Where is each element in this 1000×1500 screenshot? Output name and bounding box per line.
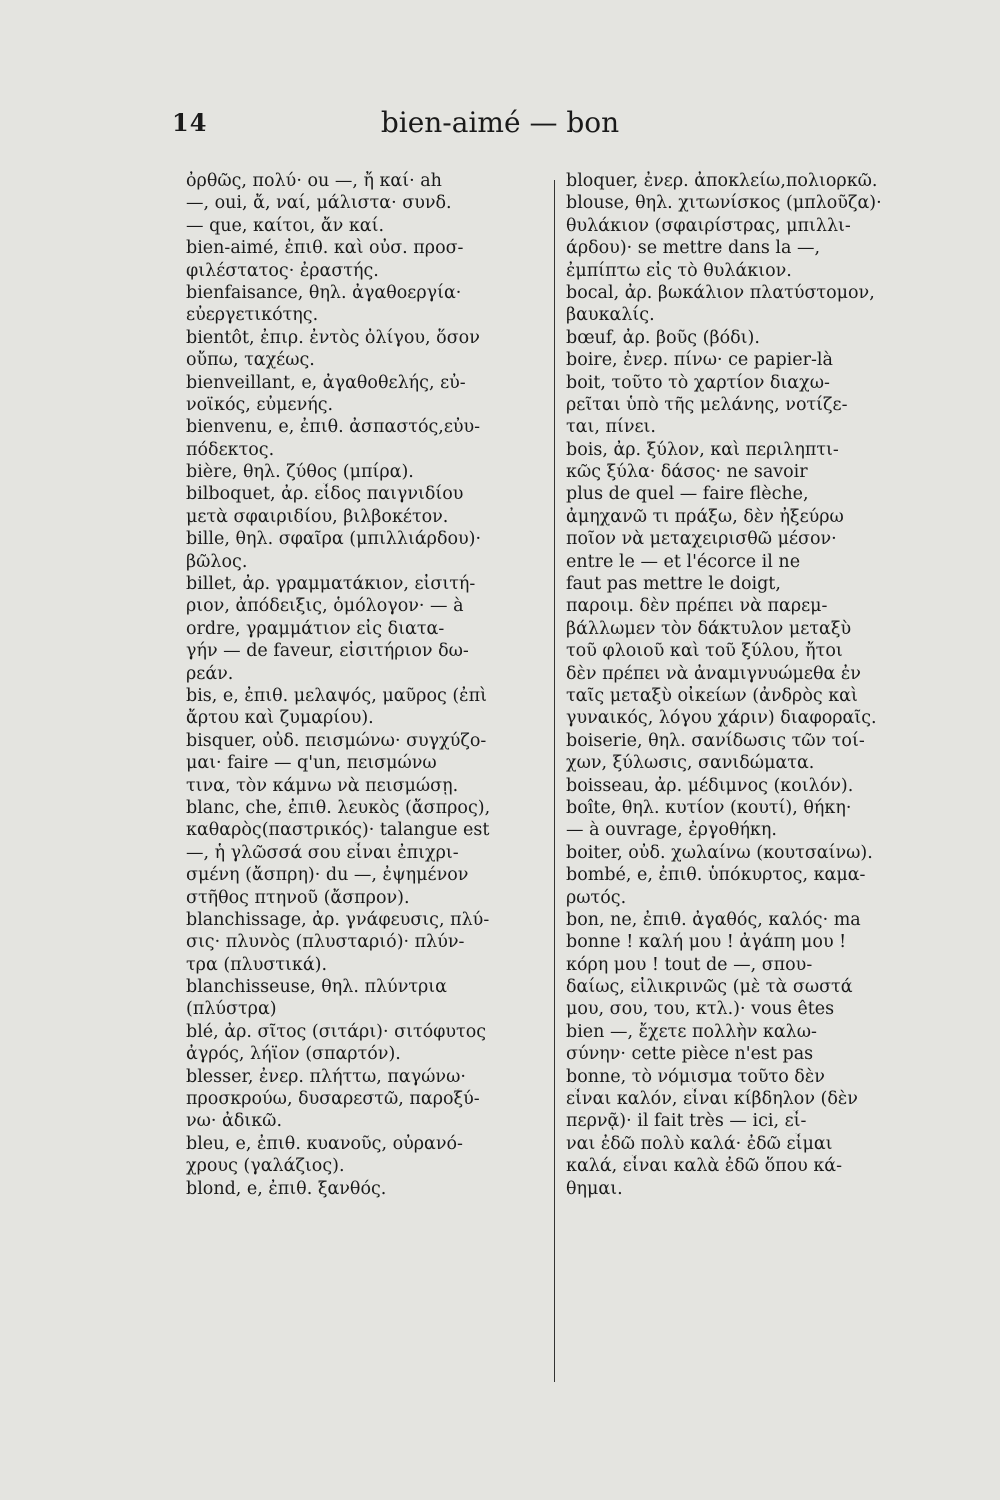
dictionary-line: bientôt, ἐπιρ. ἐντὸς ὀλίγου, ὅσον — [186, 327, 480, 348]
dictionary-line: μου, σου, του, κτλ.)· vous êtes — [566, 999, 835, 1020]
dictionary-line: boire, ἐνερ. πίνω· ce papier-là — [566, 350, 833, 371]
dictionary-line: bille, θηλ. σφαῖρα (μπιλλιάρδου)· — [186, 529, 482, 550]
dictionary-line: bonne, τὸ νόμισμα τοῦτο δὲν — [566, 1066, 825, 1087]
dictionary-line: blanchisseuse, θηλ. πλύντρια — [186, 977, 447, 998]
dictionary-line: καθαρὸς(παστρικός)· talangue est — [186, 820, 490, 841]
dictionary-line: βῶλος. — [186, 551, 248, 572]
dictionary-line: δὲν πρέπει νὰ ἀναμιγνυώμεθα ἐν — [566, 663, 861, 684]
dictionary-line: θυλάκιον (σφαιρίστρας, μπιλλι- — [566, 215, 851, 236]
dictionary-line: bien-aimé, ἐπιθ. καὶ οὐσ. προσ- — [186, 238, 464, 259]
dictionary-line: boiter, οὐδ. χωλαίνω (κουτσαίνω). — [566, 842, 873, 863]
dictionary-line: ἀμηχανῶ τι πράξω, δὲν ἠξεύρω — [566, 506, 844, 527]
dictionary-line: entre le — et l'écorce il ne — [566, 551, 801, 572]
dictionary-line: ἀγρός, λήϊον (σπαρτόν). — [186, 1044, 401, 1065]
dictionary-line: τοῦ φλοιοῦ καὶ τοῦ ξύλου, ἤτοι — [566, 641, 843, 662]
dictionary-line: τινα, τὸν κάμνω νὰ πεισμώσῃ. — [186, 775, 459, 796]
dictionary-line: ρωτός. — [566, 887, 627, 908]
dictionary-line: blond, e, ἐπιθ. ξανθός. — [186, 1178, 387, 1199]
dictionary-line: bœuf, ἀρ. βοῦς (βόδι). — [566, 327, 760, 348]
dictionary-line: ὀρθῶς, πολύ· ou —, ἤ καί· ah — [186, 171, 442, 191]
dictionary-line: ἐμπίπτω εἰς τὸ θυλάκιον. — [566, 260, 792, 281]
dictionary-line: blanchissage, ἀρ. γνάφευσις, πλύ- — [186, 909, 490, 930]
dictionary-line: (πλύστρα) — [186, 999, 277, 1020]
dictionary-line: ται, πίνει. — [566, 417, 656, 438]
left-column — [186, 170, 542, 1200]
running-head: bien-aimé — bon — [380, 106, 620, 139]
dictionary-line: νω· ἀδικῶ. — [186, 1111, 283, 1132]
dictionary-line: βαυκαλίς. — [566, 305, 655, 326]
dictionary-line: —, oui, ἄ, ναί, μάλιστα· συνδ. — [186, 193, 452, 214]
dictionary-line: blé, ἀρ. σῖτος (σιτάρι)· σιτόφυτος — [186, 1021, 487, 1042]
dictionary-line: bisquer, οὐδ. πεισμώνω· συγχύζο- — [186, 730, 487, 751]
dictionary-line: bien —, ἔχετε πολλὴν καλω- — [566, 1021, 817, 1042]
dictionary-line: ναι ἐδῶ πολὺ καλά· ἐδῶ εἶμαι — [566, 1133, 833, 1154]
dictionary-line: plus de quel — faire flèche, — [566, 484, 809, 505]
dictionary-line: ταῖς μεταξὺ οἰκείων (ἀνδρὸς καὶ — [566, 685, 858, 706]
dictionary-line: ρεῖται ὑπὸ τῆς μελάνης, νοτίζε- — [566, 394, 848, 415]
dictionary-line: τρα (πλυστικά). — [186, 954, 328, 975]
dictionary-line: bienvenu, e, ἐπιθ. ἀσπαστός,εὐυ- — [186, 417, 481, 438]
dictionary-line: bienveillant, e, ἀγαθοθελής, εὐ- — [186, 372, 466, 393]
right-column — [566, 170, 926, 1200]
dictionary-line: bombé, e, ἐπιθ. ὑπόκυρτος, καμα- — [566, 865, 866, 886]
dictionary-line: στῆθος πτηνοῦ (ἄσπρον). — [186, 887, 410, 908]
dictionary-line: bloquer, ἐνερ. ἀποκλείω,πολιορκῶ. — [566, 171, 878, 191]
dictionary-line: boit, τοῦτο τὸ χαρτίον διαχω- — [566, 372, 830, 393]
dictionary-line: ἄρτου καὶ ζυμαρίου). — [186, 708, 374, 729]
dictionary-line: —, ἡ γλῶσσά σου εἶναι ἐπιχρι- — [186, 842, 459, 863]
dictionary-line: σις· πλυνὸς (πλυσταριό)· πλύν- — [186, 932, 465, 953]
dictionary-line: bienfaisance, θηλ. ἀγαθοεργία· — [186, 282, 462, 303]
dictionary-line: ριον, ἀπόδειξις, ὁμόλογον· — à — [186, 596, 464, 617]
dictionary-line: billet, ἀρ. γραμματάκιον, εἰσιτή- — [186, 574, 476, 595]
dictionary-line: boisseau, ἀρ. μέδιμνος (κοιλόν). — [566, 775, 854, 796]
dictionary-line: bleu, e, ἐπιθ. κυανοῦς, οὐρανό- — [186, 1133, 463, 1154]
dictionary-line: κόρη μου ! tout de —, σπου- — [566, 954, 813, 975]
dictionary-line: μετὰ σφαιριδίου, βιλβοκέτον. — [186, 506, 449, 527]
dictionary-line: ρεάν. — [186, 663, 234, 684]
dictionary-line: βάλλωμεν τὸν δάκτυλον μεταξὺ — [566, 618, 852, 639]
dictionary-line: ordre, γραμμάτιον εἰς διατα- — [186, 618, 445, 639]
dictionary-line: blouse, θηλ. χιτωνίσκος (μπλοῦζα)· — [566, 193, 882, 214]
dictionary-line: καλά, εἶναι καλὰ ἐδῶ ὅπου κά- — [566, 1156, 843, 1177]
dictionary-line: περνᾷ)· il fait très — ici, εἶ- — [566, 1111, 807, 1132]
dictionary-line: bocal, ἀρ. βωκάλιον πλατύστομον, — [566, 282, 875, 303]
dictionary-line: νοϊκός, εὐμενής. — [186, 394, 334, 415]
dictionary-line: χρους (γαλάζιος). — [186, 1156, 345, 1177]
dictionary-line: παροιμ. δὲν πρέπει νὰ παρεμ- — [566, 596, 828, 617]
page-number: 14 — [172, 108, 208, 137]
dictionary-line: οὔπω, ταχέως. — [186, 350, 315, 371]
dictionary-line: φιλέστατος· ἐραστής. — [186, 260, 379, 281]
dictionary-line: boîte, θηλ. κυτίον (κουτί), θήκη· — [566, 797, 852, 818]
dictionary-line: bon, ne, ἐπιθ. ἀγαθός, καλός· ma — [566, 909, 861, 930]
dictionary-line: γυναικός, λόγου χάριν) διαφοραῖς. — [566, 708, 877, 729]
dictionary-line: θημαι. — [566, 1178, 623, 1199]
dictionary-line: — à ouvrage, ἐργοθήκη. — [566, 820, 777, 841]
dictionary-line: προσκρούω, δυσαρεστῶ, παροξύ- — [186, 1089, 480, 1110]
dictionary-line: boiserie, θηλ. σανίδωσις τῶν τοί- — [566, 730, 865, 751]
dictionary-line: εὐεργετικότης. — [186, 305, 319, 326]
dictionary-line: μαι· faire — q'un, πεισμώνω — [186, 753, 437, 774]
dictionary-line: κῶς ξύλα· δάσος· ne savoir — [566, 462, 808, 483]
dictionary-line: δαίως, εἰλικρινῶς (μὲ τὰ σωστά — [566, 977, 853, 998]
dictionary-line: blesser, ἐνερ. πλήττω, παγώνω· — [186, 1066, 466, 1087]
dictionary-line: εἶναι καλόν, εἶναι κίβδηλον (δὲν — [566, 1089, 858, 1110]
dictionary-line: blanc, che, ἐπιθ. λευκὸς (ἄσπρος), — [186, 797, 491, 818]
dictionary-line: χων, ξύλωσις, σανιδώματα. — [566, 753, 815, 774]
dictionary-line: bis, e, ἐπιθ. μελαψός, μαῦρος (ἐπὶ — [186, 685, 487, 706]
dictionary-line: σμένη (ἄσπρη)· du —, ἐψημένον — [186, 865, 469, 886]
dictionary-line: σύνην· cette pièce n'est pas — [566, 1044, 814, 1065]
dictionary-line: ποῖον νὰ μεταχειρισθῶ μέσον· — [566, 529, 837, 550]
dictionary-line: άρδου)· se mettre dans la —, — [566, 238, 821, 259]
dictionary-line: faut pas mettre le doigt, — [566, 574, 781, 595]
column-divider — [554, 180, 555, 1382]
dictionary-line: bonne ! καλή μου ! ἀγάπη μου ! — [566, 932, 847, 953]
dictionary-line: — que, καίτοι, ἄν καί. — [186, 215, 385, 236]
dictionary-line: γήν — de faveur, εἰσιτήριον δω- — [186, 641, 469, 662]
dictionary-line: bois, ἀρ. ξύλον, καὶ περιληπτι- — [566, 439, 839, 460]
dictionary-line: πόδεκτος. — [186, 439, 275, 460]
dictionary-line: bilboquet, ἀρ. εἶδος παιγνιδίου — [186, 484, 464, 505]
dictionary-line: bière, θηλ. ζύθος (μπίρα). — [186, 462, 414, 483]
